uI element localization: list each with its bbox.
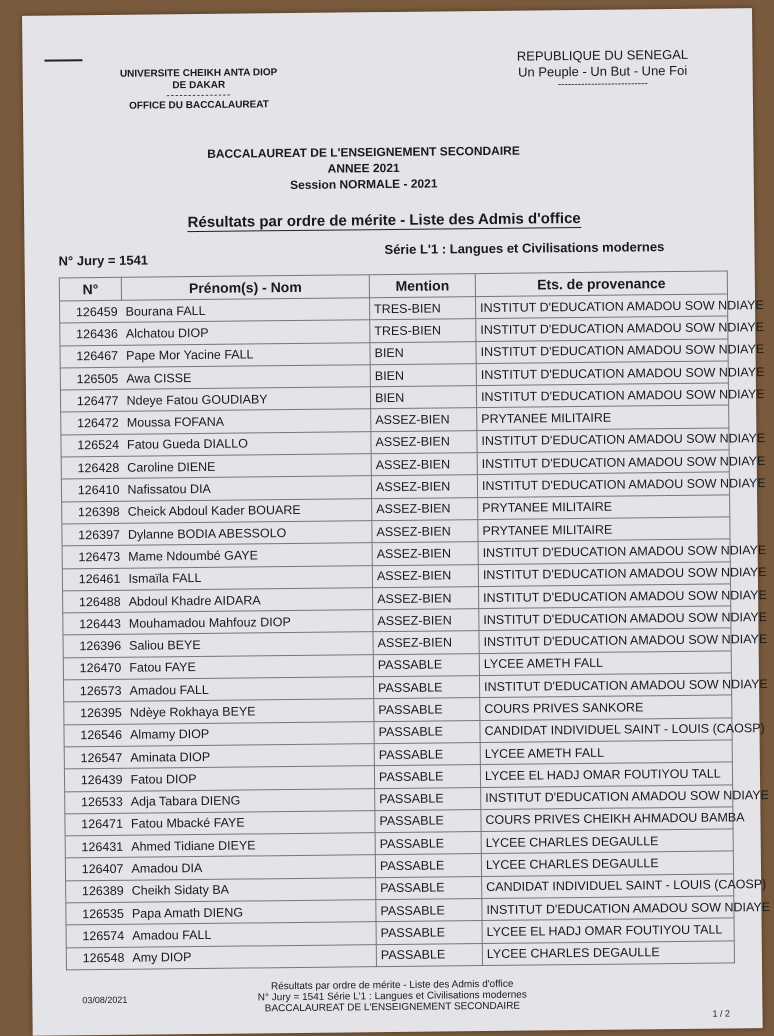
cell-school: PRYTANEE MILITAIRE — [478, 517, 730, 542]
cell-school: INSTITUT D'EDUCATION AMADOU SOW NDIAYE — [479, 606, 731, 631]
cell-number: 126546 — [64, 724, 126, 747]
cell-school: PRYTANEE MILITAIRE — [477, 405, 729, 430]
cell-number: 126548 — [66, 947, 128, 970]
cell-mention: PASSABLE — [375, 832, 481, 855]
national-motto: Un Peuple - Un But - Une Foi — [518, 62, 688, 80]
cell-name: Nafissatou DIA — [123, 476, 371, 501]
exam-title-block — [123, 142, 603, 195]
cell-school: INSTITUT D'EDUCATION AMADOU SOW NDIAYE — [478, 561, 730, 586]
cell-school: INSTITUT D'EDUCATION AMADOU SOW NDIAYE — [475, 294, 727, 319]
results-table — [59, 270, 771, 970]
cell-school: INSTITUT D'EDUCATION AMADOU SOW NDIAYE — [477, 428, 729, 453]
cell-number: 126398 — [62, 501, 124, 524]
cell-number: 126488 — [63, 590, 125, 613]
cell-school: CANDIDAT INDIVIDUEL SAINT - LOUIS (CAOSP) — [482, 874, 734, 899]
cell-mention: ASSEZ-BIEN — [372, 564, 478, 587]
cell-mention: ASSEZ-BIEN — [372, 497, 478, 520]
cell-number: 126472 — [61, 412, 123, 435]
serie-label: Série L'1 : Langues et Civilisations modernes — [384, 239, 665, 258]
cell-school: COURS PRIVES CHEIKH AHMADOU BAMBA — [481, 807, 733, 832]
cell-name: Aminata DIOP — [126, 744, 374, 769]
cell-name: Amy DIOP — [128, 944, 376, 969]
cell-number: 126535 — [66, 902, 128, 925]
cell-number: 126471 — [65, 813, 127, 836]
cell-mention: PASSABLE — [374, 765, 480, 788]
cell-number: 126461 — [62, 568, 124, 591]
cell-name: Alchatou DIOP — [122, 320, 370, 345]
cell-number: 126439 — [64, 769, 126, 792]
cell-number: 126407 — [65, 858, 127, 881]
cell-number: 126533 — [65, 791, 127, 814]
cell-mention: ASSEZ-BIEN — [373, 631, 479, 654]
cell-name: Awa CISSE — [122, 365, 370, 390]
cell-mention: ASSEZ-BIEN — [371, 475, 477, 498]
cell-name: Moussa FOFANA — [123, 409, 371, 434]
cell-mention: ASSEZ-BIEN — [373, 609, 479, 632]
cell-mention: PASSABLE — [375, 809, 481, 832]
cell-number: 126389 — [66, 880, 128, 903]
cell-number: 126410 — [61, 479, 123, 502]
cell-mention: PASSABLE — [373, 653, 479, 676]
cell-number: 126397 — [62, 523, 124, 546]
cell-mention: PASSABLE — [375, 787, 481, 810]
corner-mark — [44, 59, 82, 61]
cell-name: Adja Tabara DIENG — [127, 788, 375, 813]
exam-title: BACCALAUREAT DE L'ENSEIGNEMENT SECONDAIRE — [207, 143, 520, 161]
jury-number: N° Jury = 1541 — [58, 252, 149, 269]
university-name-line2: DE DAKAR — [172, 79, 226, 92]
cell-school: LYCEE EL HADJ OMAR FOUTIYOU TALL — [482, 918, 734, 943]
cell-school: INSTITUT D'EDUCATION AMADOU SOW NDIAYE — [479, 628, 731, 653]
cell-number: 126505 — [60, 367, 122, 390]
cell-mention: ASSEZ-BIEN — [373, 586, 479, 609]
cell-school: COURS PRIVES SANKORE — [480, 695, 732, 720]
cell-mention: PASSABLE — [373, 676, 479, 699]
cell-name: Fatou DIOP — [126, 766, 374, 791]
cell-name: Ndèye Rokhaya BEYE — [126, 699, 374, 724]
cell-name: Dylanne BODIA ABESSOLO — [124, 521, 372, 546]
university-separator: --------------- — [166, 89, 232, 102]
cell-mention: ASSEZ-BIEN — [371, 408, 477, 431]
cell-name: Bourana FALL — [122, 298, 370, 323]
cell-school: INSTITUT D'EDUCATION AMADOU SOW NDIAYE — [479, 673, 731, 698]
cell-mention: PASSABLE — [374, 743, 480, 766]
cell-mention: PASSABLE — [376, 876, 482, 899]
cell-mention: BIEN — [370, 341, 476, 364]
cell-school: INSTITUT D'EDUCATION AMADOU SOW NDIAYE — [482, 896, 734, 921]
cell-name: Ismaïla FALL — [124, 565, 372, 590]
cell-name: Mouhamadou Mahfouz DIOP — [125, 610, 373, 635]
cell-mention: PASSABLE — [376, 899, 482, 922]
cell-mention: ASSEZ-BIEN — [371, 430, 477, 453]
republic-name: REPUBLIQUE DU SENEGAL — [516, 46, 689, 64]
cell-school: LYCEE AMETH FALL — [480, 740, 732, 765]
cell-name: Cheick Abdoul Kader BOUARE — [124, 498, 372, 523]
cell-mention: PASSABLE — [374, 698, 480, 721]
cell-mention: BIEN — [370, 386, 476, 409]
cell-school: CANDIDAT INDIVIDUEL SAINT - LOUIS (CAOSP) — [480, 718, 732, 743]
page-number: 1 / 2 — [712, 1008, 731, 1019]
university-name-line1: UNIVERSITE CHEIKH ANTA DIOP — [119, 67, 278, 80]
cell-school: LYCEE EL HADJ OMAR FOUTIYOU TALL — [480, 762, 732, 787]
cell-mention: ASSEZ-BIEN — [372, 520, 478, 543]
cell-number: 126459 — [60, 300, 122, 323]
cell-name: Fatou FAYE — [125, 654, 373, 679]
university-block — [99, 67, 299, 113]
cell-number: 126573 — [63, 679, 125, 702]
cell-name: Pape Mor Yacine FALL — [122, 342, 370, 367]
cell-mention: ASSEZ-BIEN — [371, 453, 477, 476]
cell-school: INSTITUT D'EDUCATION AMADOU SOW NDIAYE — [476, 383, 728, 408]
cell-number: 126431 — [65, 835, 127, 858]
header-number: N° — [59, 277, 121, 301]
cell-mention: BIEN — [370, 363, 476, 386]
cell-number: 126470 — [63, 657, 125, 680]
exam-session: Session NORMALE - 2021 — [290, 176, 438, 193]
cell-number: 126574 — [66, 925, 128, 948]
cell-name: Almamy DIOP — [126, 721, 374, 746]
cell-name: Fatou Mbacké FAYE — [127, 810, 375, 835]
cell-number: 126436 — [60, 323, 122, 346]
cell-number: 126467 — [60, 345, 122, 368]
cell-school: LYCEE CHARLES DEGAULLE — [481, 829, 733, 854]
cell-name: Amadou FALL — [128, 922, 376, 947]
republic-separator: --------------------------- — [557, 78, 648, 91]
cell-mention: ASSEZ-BIEN — [372, 542, 478, 565]
cell-mention: PASSABLE — [374, 720, 480, 743]
cell-name: Abdoul Khadre AIDARA — [125, 588, 373, 613]
footer-line1: Résultats par ordre de mérite - Liste des Admis d'office — [270, 978, 514, 993]
cell-school: INSTITUT D'EDUCATION AMADOU SOW NDIAYE — [477, 450, 729, 475]
cell-name: Mame Ndoumbé GAYE — [124, 543, 372, 568]
results-title-text: Résultats par ordre de mérite - Liste des Admis d'office — [187, 209, 581, 232]
cell-number: 126428 — [61, 456, 123, 479]
cell-name: Cheikh Sidaty BA — [128, 877, 376, 902]
cell-mention: TRES-BIEN — [370, 319, 476, 342]
cell-school: INSTITUT D'EDUCATION AMADOU SOW NDIAYE — [476, 361, 728, 386]
cell-name: Caroline DIENE — [123, 454, 371, 479]
cell-name: Ahmed Tidiane DIEYE — [127, 833, 375, 858]
results-title — [124, 209, 644, 231]
cell-mention: PASSABLE — [376, 921, 482, 944]
cell-mention: TRES-BIEN — [369, 297, 475, 320]
footer-line2: N° Jury = 1541 Série L'1 : Langues et Civilisations modernes — [257, 989, 527, 1004]
cell-school: INSTITUT D'EDUCATION AMADOU SOW NDIAYE — [476, 316, 728, 341]
cell-number: 126477 — [60, 389, 122, 412]
header-mention: Mention — [369, 274, 475, 298]
footer-date: 03/08/2021 — [82, 994, 128, 1006]
office-name: OFFICE DU BACCALAUREAT — [129, 99, 269, 112]
cell-school: INSTITUT D'EDUCATION AMADOU SOW NDIAYE — [477, 472, 729, 497]
cell-mention: PASSABLE — [375, 854, 481, 877]
cell-school: LYCEE CHARLES DEGAULLE — [482, 941, 734, 966]
footer-line3: BACCALAUREAT DE L'ENSEIGNEMENT SECONDAIRE — [264, 1000, 521, 1015]
cell-name: Amadou FALL — [125, 677, 373, 702]
cell-name: Papa Amath DIENG — [128, 900, 376, 925]
cell-school: INSTITUT D'EDUCATION AMADOU SOW NDIAYE — [478, 539, 730, 564]
cell-name: Fatou Gueda DIALLO — [123, 431, 371, 456]
cell-number: 126443 — [63, 612, 125, 635]
cell-name: Ndeye Fatou GOUDIABY — [122, 387, 370, 412]
cell-school: INSTITUT D'EDUCATION AMADOU SOW NDIAYE — [476, 339, 728, 364]
cell-school: INSTITUT D'EDUCATION AMADOU SOW NDIAYE — [479, 584, 731, 609]
republic-block — [492, 47, 712, 91]
cell-school: LYCEE AMETH FALL — [479, 651, 731, 676]
cell-mention: PASSABLE — [376, 943, 482, 966]
header-name: Prénom(s) - Nom — [121, 275, 369, 301]
cell-number: 126473 — [62, 546, 124, 569]
document-page — [22, 8, 771, 1036]
cell-name: Saliou BEYE — [125, 632, 373, 657]
footer-summary — [222, 978, 562, 1015]
cell-number: 126395 — [64, 702, 126, 725]
cell-number: 126396 — [63, 635, 125, 658]
cell-school: INSTITUT D'EDUCATION AMADOU SOW NDIAYE — [481, 784, 733, 809]
cell-number: 126524 — [61, 434, 123, 457]
cell-school: LYCEE CHARLES DEGAULLE — [481, 851, 733, 876]
header-school: Ets. de provenance — [475, 271, 727, 297]
cell-number: 126547 — [64, 746, 126, 769]
exam-year: ANNEE 2021 — [327, 160, 400, 176]
cell-school: PRYTANEE MILITAIRE — [478, 495, 730, 520]
cell-name: Amadou DIA — [127, 855, 375, 880]
